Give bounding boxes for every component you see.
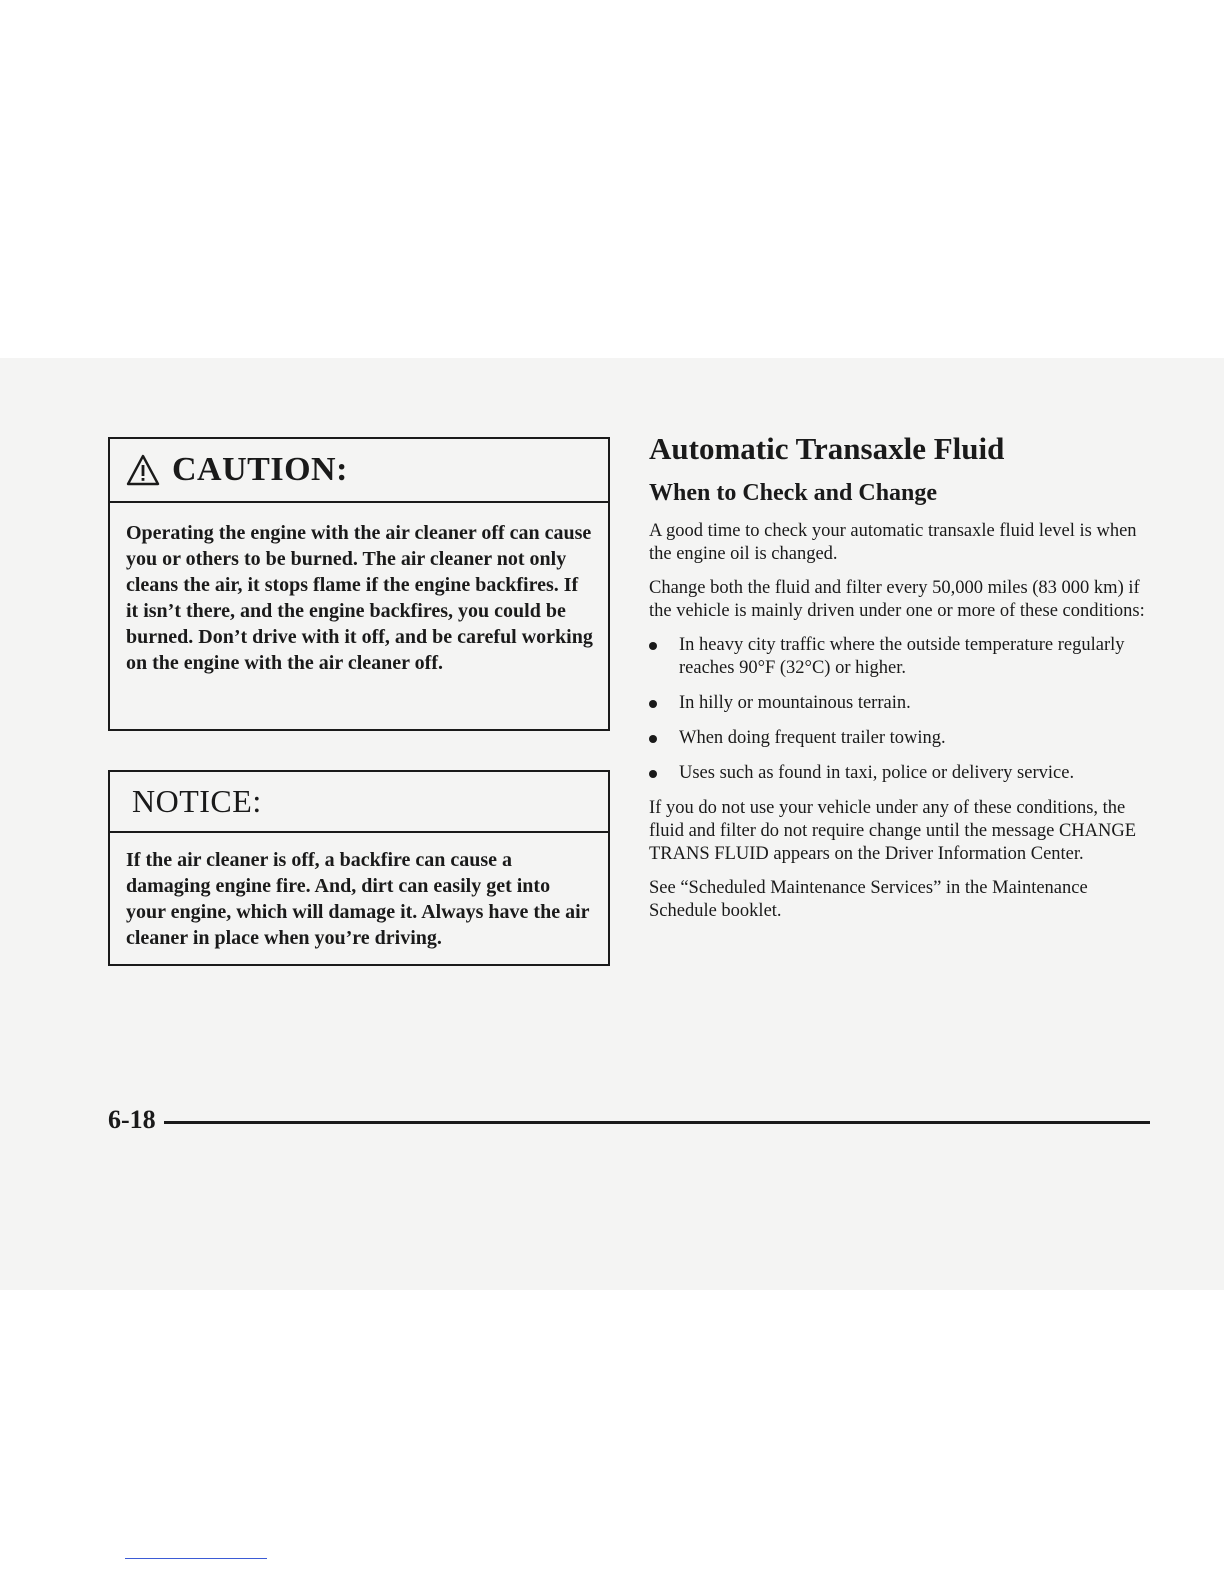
- warning-triangle-icon: [126, 454, 160, 486]
- list-item: In hilly or mountainous terrain.: [649, 692, 1159, 715]
- page-footer: [108, 1105, 1150, 1135]
- bullet-icon: [649, 735, 657, 743]
- bullet-icon: [649, 642, 657, 650]
- caution-header: [110, 439, 608, 503]
- footer-rule: [164, 1121, 1150, 1124]
- list-item: In heavy city traffic where the outside temperature regularly reaches 90°F (32°C) or higher.: [649, 634, 1159, 680]
- paragraph-change-interval: Change both the fluid and filter every 50,000 miles (83 000 km) if the vehicle is mainly driven under one or more of these conditions:: [649, 578, 1145, 621]
- transaxle-fluid-section: [649, 430, 1159, 934]
- notice-header: [110, 772, 608, 833]
- section-title: Automatic Transaxle Fluid: [649, 431, 1005, 466]
- list-item: When doing frequent trailer towing.: [649, 727, 1159, 750]
- list-item: Uses such as found in taxi, police or delivery service.: [649, 762, 1159, 785]
- conditions-list: [649, 634, 1159, 785]
- caution-box: [108, 437, 610, 731]
- caution-title: CAUTION:: [172, 451, 348, 488]
- section-subtitle: When to Check and Change: [649, 480, 938, 506]
- paragraph-see-also: See “Scheduled Maintenance Services” in the Maintenance Schedule booklet.: [649, 878, 1088, 921]
- caution-body: Operating the engine with the air cleaner off can cause you or others to be burned. The air cleaner not only cleans the air, it stops flame if the engine backfires. If it isn’t there, and the engine backfires, you could be burned. Don’t drive with it off, and be careful working on the engine with the air cleaner off.: [126, 522, 593, 674]
- link-underline: [125, 1558, 267, 1559]
- notice-box: [108, 770, 610, 966]
- paragraph-check-time: A good time to check your automatic transaxle fluid level is when the engine oil is changed.: [649, 521, 1137, 564]
- paragraph-message-info: If you do not use your vehicle under any of these conditions, the fluid and filter do not require change until the message CHANGE TRANS FLUID appears on the Driver Information Center.: [649, 798, 1137, 864]
- bullet-icon: [649, 770, 657, 778]
- page-number: 6-18: [108, 1105, 156, 1134]
- bullet-icon: [649, 700, 657, 708]
- notice-body: If the air cleaner is off, a backfire can cause a damaging engine fire. And, dirt can easily get into your engine, which will damage it. Always have the air cleaner in place when you’re driving.: [126, 849, 590, 949]
- notice-title: NOTICE:: [132, 783, 262, 819]
